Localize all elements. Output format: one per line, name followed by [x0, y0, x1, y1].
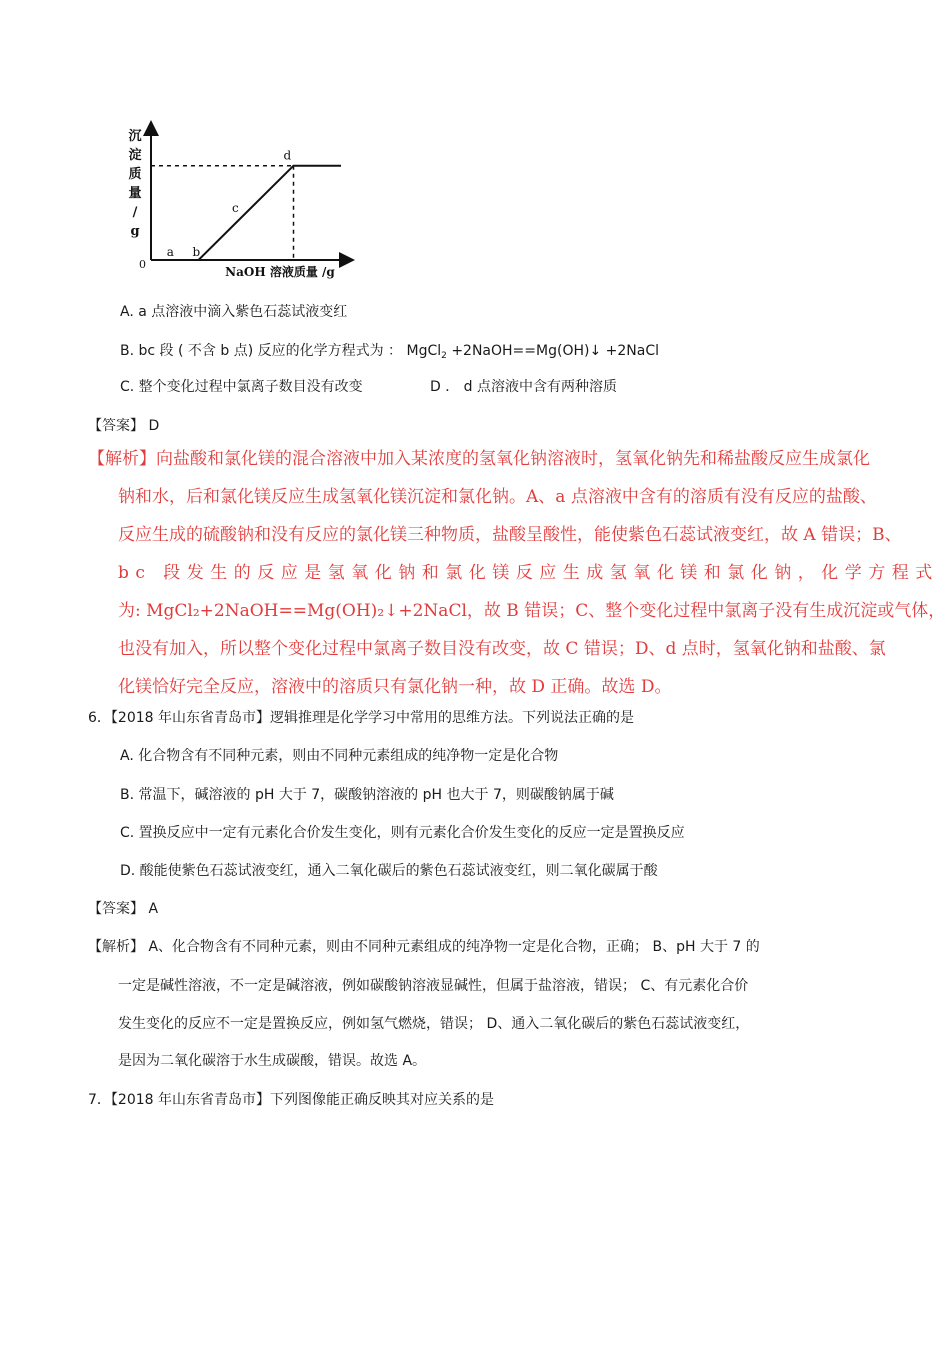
point-label-b: b: [192, 245, 201, 259]
q6-option-a: A. 化合物含有不同种元素，则由不同种元素组成的纯净物一定是化合物: [120, 748, 559, 764]
point-label-d: d: [283, 148, 292, 163]
q5-analysis-line: 化镁恰好完全反应，溶液中的溶质只有氯化钠一种，故 D 正确。故选 D。: [118, 677, 672, 697]
q5-analysis-line: 钠和水，后和氯化镁反应生成氢氧化镁沉淀和氯化钠。A、a 点溶液中含有的溶质有没有反应的盐酸、: [118, 487, 877, 507]
q5-analysis-line: bc 段发生的反应是氢氧化钠和氯化镁反应生成氢氧化镁和氯化钠，化学方程式: [118, 563, 939, 583]
q5-analysis-line: 反应生成的硫酸钠和没有反应的氯化镁三种物质，盐酸呈酸性，能使紫色石蕊试液变红，故 A 错误；B、: [118, 525, 902, 545]
q6-option-c: C. 置换反应中一定有元素化合价发生变化，则有元素化合价发生变化的反应一定是置换反应: [120, 825, 685, 841]
q5-option-b: [120, 341, 659, 363]
y-axis-label-char: 量: [128, 186, 142, 201]
q5-option-d: D ． d 点溶液中含有两种溶质: [430, 379, 618, 395]
q6-option-b: B. 常温下，碱溶液的 pH 大于 7，碳酸钠溶液的 pH 也大于 7，则碳酸钠属于碱: [120, 787, 614, 803]
q5-option-a: A. a 点溶液中滴入紫色石蕊试液变红: [120, 304, 348, 320]
q7-stem: 7．【2018 年山东省青岛市】下列图像能正确反映其对应关系的是: [88, 1092, 494, 1108]
q5-option-b-post: +2NaOH==Mg(OH)↓ +2NaCl: [446, 343, 659, 359]
q5-analysis-line: 【解析】向盐酸和氯化镁的混合溶液中加入某浓度的氢氧化钠溶液时，氢氧化钠先和稀盐酸反应生成氯化: [88, 449, 870, 469]
q5-option-b-sub: 2: [441, 351, 447, 361]
q5-option-b-pre: B. bc 段 ( 不含 b 点) 反应的化学方程式为 ： MgCl: [120, 343, 442, 359]
q6-analysis-line: 是因为二氧化碳溶于水生成碳酸，错误。故选 A。: [118, 1053, 427, 1069]
origin-label: 0: [139, 258, 146, 271]
q6-analysis-line: 【解析】 A、化合物含有不同种元素，则由不同种元素组成的纯净物一定是化合物，正确； B、pH 大于 7 的: [88, 939, 760, 955]
q6-stem: 6．【2018 年山东省青岛市】逻辑推理是化学学习中常用的思维方法。下列说法正确的是: [88, 710, 634, 726]
q5-answer: 【答案】 D: [88, 418, 160, 434]
q6-analysis-line: 发生变化的反应不一定是置换反应，例如氢气燃烧，错误； D、通入二氧化碳后的紫色石蕊试液变红，: [118, 1016, 750, 1032]
x-axis-label: NaOH 溶液质量 /g: [225, 265, 335, 279]
q6-analysis-line: 一定是碱性溶液，不一定是碱溶液，例如碳酸钠溶液显碱性，但属于盐溶液，错误； C、有元素化合价: [118, 978, 749, 994]
y-axis-label: [128, 128, 141, 239]
q5-analysis-line: 为: MgCl₂+2NaOH==Mg(OH)₂↓+2NaCl，故 B 错误；C、整个变化过程中氯离子没有生成沉淀或气体，: [118, 601, 946, 621]
y-axis-label-char: g: [130, 224, 140, 239]
q5-analysis-line: 也没有加入，所以整个变化过程中氯离子数目没有改变，故 C 错误；D、d 点时，氢氧化钠和盐酸、氯: [118, 639, 886, 659]
point-label-a: a: [166, 245, 174, 259]
y-axis-label-char: 淀: [128, 148, 142, 163]
precipitate-chart: [115, 118, 355, 290]
q5-option-c: C. 整个变化过程中氯离子数目没有改变: [120, 379, 363, 395]
y-axis-label-char: /: [132, 205, 138, 220]
y-axis-label-char: 沉: [128, 129, 142, 144]
y-axis-label-char: 质: [128, 167, 142, 182]
point-label-c: c: [232, 200, 239, 215]
q6-option-d: D. 酸能使紫色石蕊试液变红，通入二氧化碳后的紫色石蕊试液变红，则二氧化碳属于酸: [120, 863, 658, 879]
precipitate-curve: [151, 166, 341, 260]
q6-answer: 【答案】 A: [88, 901, 159, 917]
